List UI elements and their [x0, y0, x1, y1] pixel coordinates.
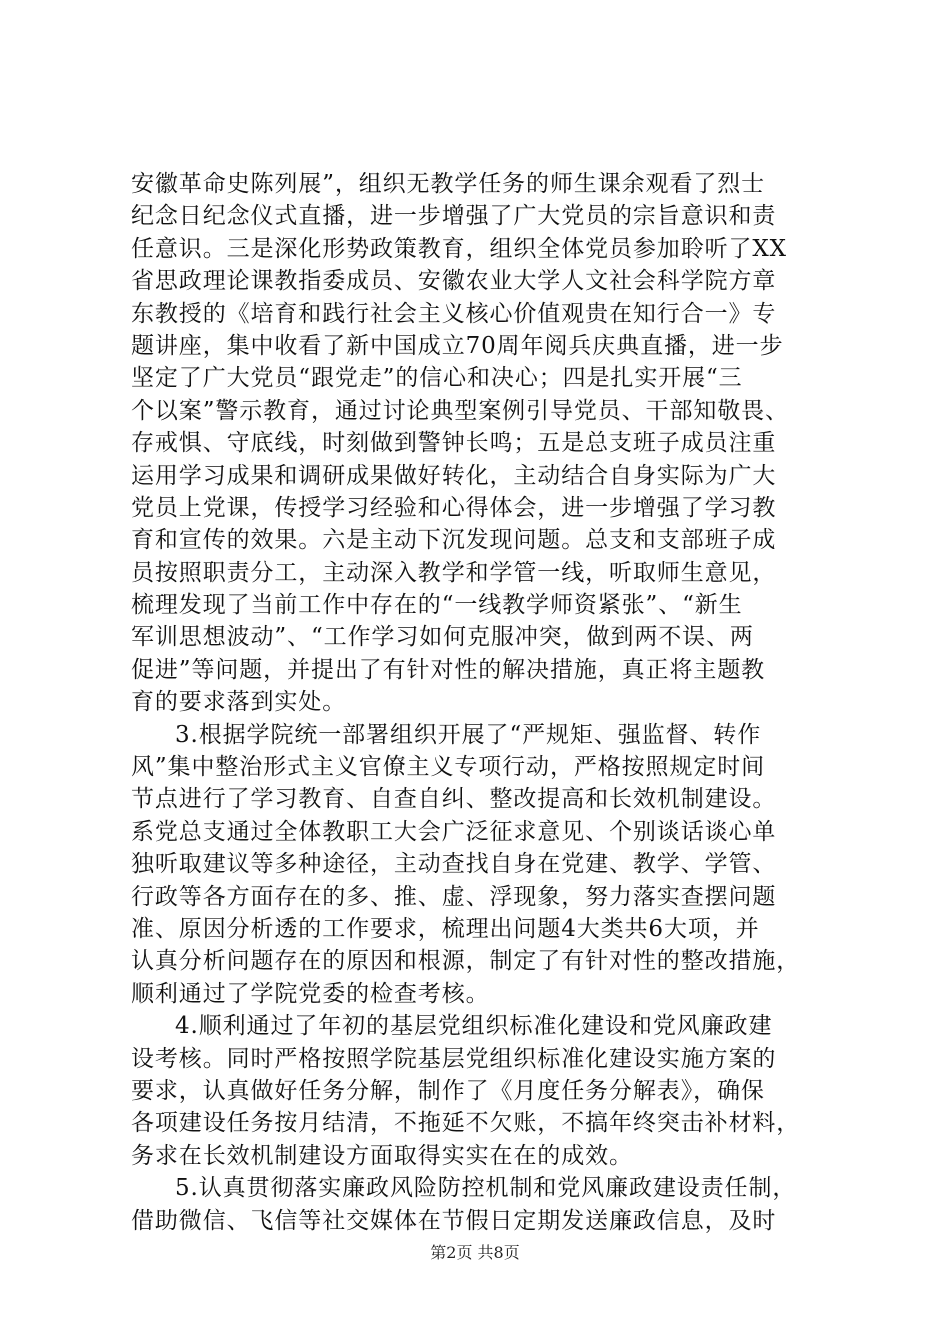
text-line: 省思政理论课教指委成员、安徽农业大学人文社会科学院方章 — [131, 268, 777, 295]
text-line: 促进”等问题，并提出了有针对性的解决措施，真正将主题教 — [131, 656, 766, 683]
text-line: 风”集中整治形式主义官僚主义专项行动，严格按照规定时间 — [131, 754, 766, 781]
text-line: 系党总支通过全体教职工大会广泛征求意见、个别谈话谈心单 — [131, 818, 777, 845]
text-line: 育的要求落到实处。 — [131, 689, 347, 716]
text-line: 务求在长效机制建设方面取得实实在在的成效。 — [131, 1142, 633, 1169]
text-line: 员按照职责分工，主动深入教学和学管一线，听取师生意见， — [131, 559, 777, 586]
text-line: 东教授的《培育和践行社会主义核心价值观贵在知行合一》专 — [131, 300, 777, 327]
text-line: 梳理发现了当前工作中存在的“一线教学师资紧张”、“新生 — [131, 592, 743, 619]
text-line: 运用学习成果和调研成果做好转化，主动结合自身实际为广大 — [131, 462, 777, 489]
text-line: 任意识。三是深化形势政策教育，组织全体党员参加聆听了XX — [131, 235, 787, 262]
text-line: 行政等各方面存在的多、推、虚、浮现象，努力落实查摆问题 — [131, 883, 777, 910]
paragraph-start-line: 4.顺利通过了年初的基层党组织标准化建设和党风廉政建 — [175, 1013, 773, 1040]
text-line: 坚定了广大党员“跟党走”的信心和决心；四是扎实开展“三 — [131, 365, 743, 392]
text-line: 独听取建议等多种途径，主动查找自身在党建、教学、学管、 — [131, 851, 777, 878]
text-line: 要求，认真做好任务分解，制作了《月度任务分解表》，确保 — [131, 1077, 765, 1104]
text-line: 认真分析问题存在的原因和根源，制定了有针对性的整改措施， — [131, 948, 801, 975]
text-line: 节点进行了学习教育、自查自纠、整改提高和长效机制建设。 — [131, 786, 777, 813]
text-line: 纪念日纪念仪式直播，进一步增强了广大党员的宗旨意识和责 — [131, 203, 777, 230]
paragraph-start-line: 5.认真贯彻落实廉政风险防控机制和党风廉政建设责任制， — [175, 1175, 797, 1202]
document-body — [131, 168, 846, 1237]
page-number-footer: 第2页 共8页 — [430, 1243, 520, 1262]
text-line: 育和宣传的效果。六是主动下沉发现问题。总支和支部班子成 — [131, 527, 777, 554]
text-line: 顺利通过了学院党委的检查考核。 — [131, 980, 490, 1007]
text-line: 借助微信、飞信等社交媒体在节假日定期发送廉政信息，及时 — [131, 1207, 777, 1234]
text-line: 个以案”警示教育，通过讨论典型案例引导党员、干部知敬畏、 — [131, 397, 789, 424]
text-line: 设考核。同时严格按照学院基层党组织标准化建设实施方案的 — [131, 1045, 777, 1072]
text-line: 准、原因分析透的工作要求，梳理出问题4大类共6大项，并 — [131, 915, 760, 942]
text-line: 安徽革命史陈列展”，组织无教学任务的师生课余观看了烈士 — [131, 171, 766, 197]
text-line: 军训思想波动”、“工作学习如何克服冲突，做到两不误、两 — [131, 624, 754, 651]
text-line: 题讲座，集中收看了新中国成立70周年阅兵庆典直播，进一步 — [131, 332, 784, 359]
text-line: 各项建设任务按月结清，不拖延不欠账，不搞年终突击补材料， — [131, 1110, 801, 1137]
text-line: 存戒惧、守底线，时刻做到警钟长鸣；五是总支班子成员注重 — [131, 430, 777, 457]
paragraph-start-line: 3.根据学院统一部署组织开展了“严规矩、强监督、转作 — [175, 721, 762, 748]
text-line: 党员上党课，传授学习经验和心得体会，进一步增强了学习教 — [131, 494, 777, 521]
